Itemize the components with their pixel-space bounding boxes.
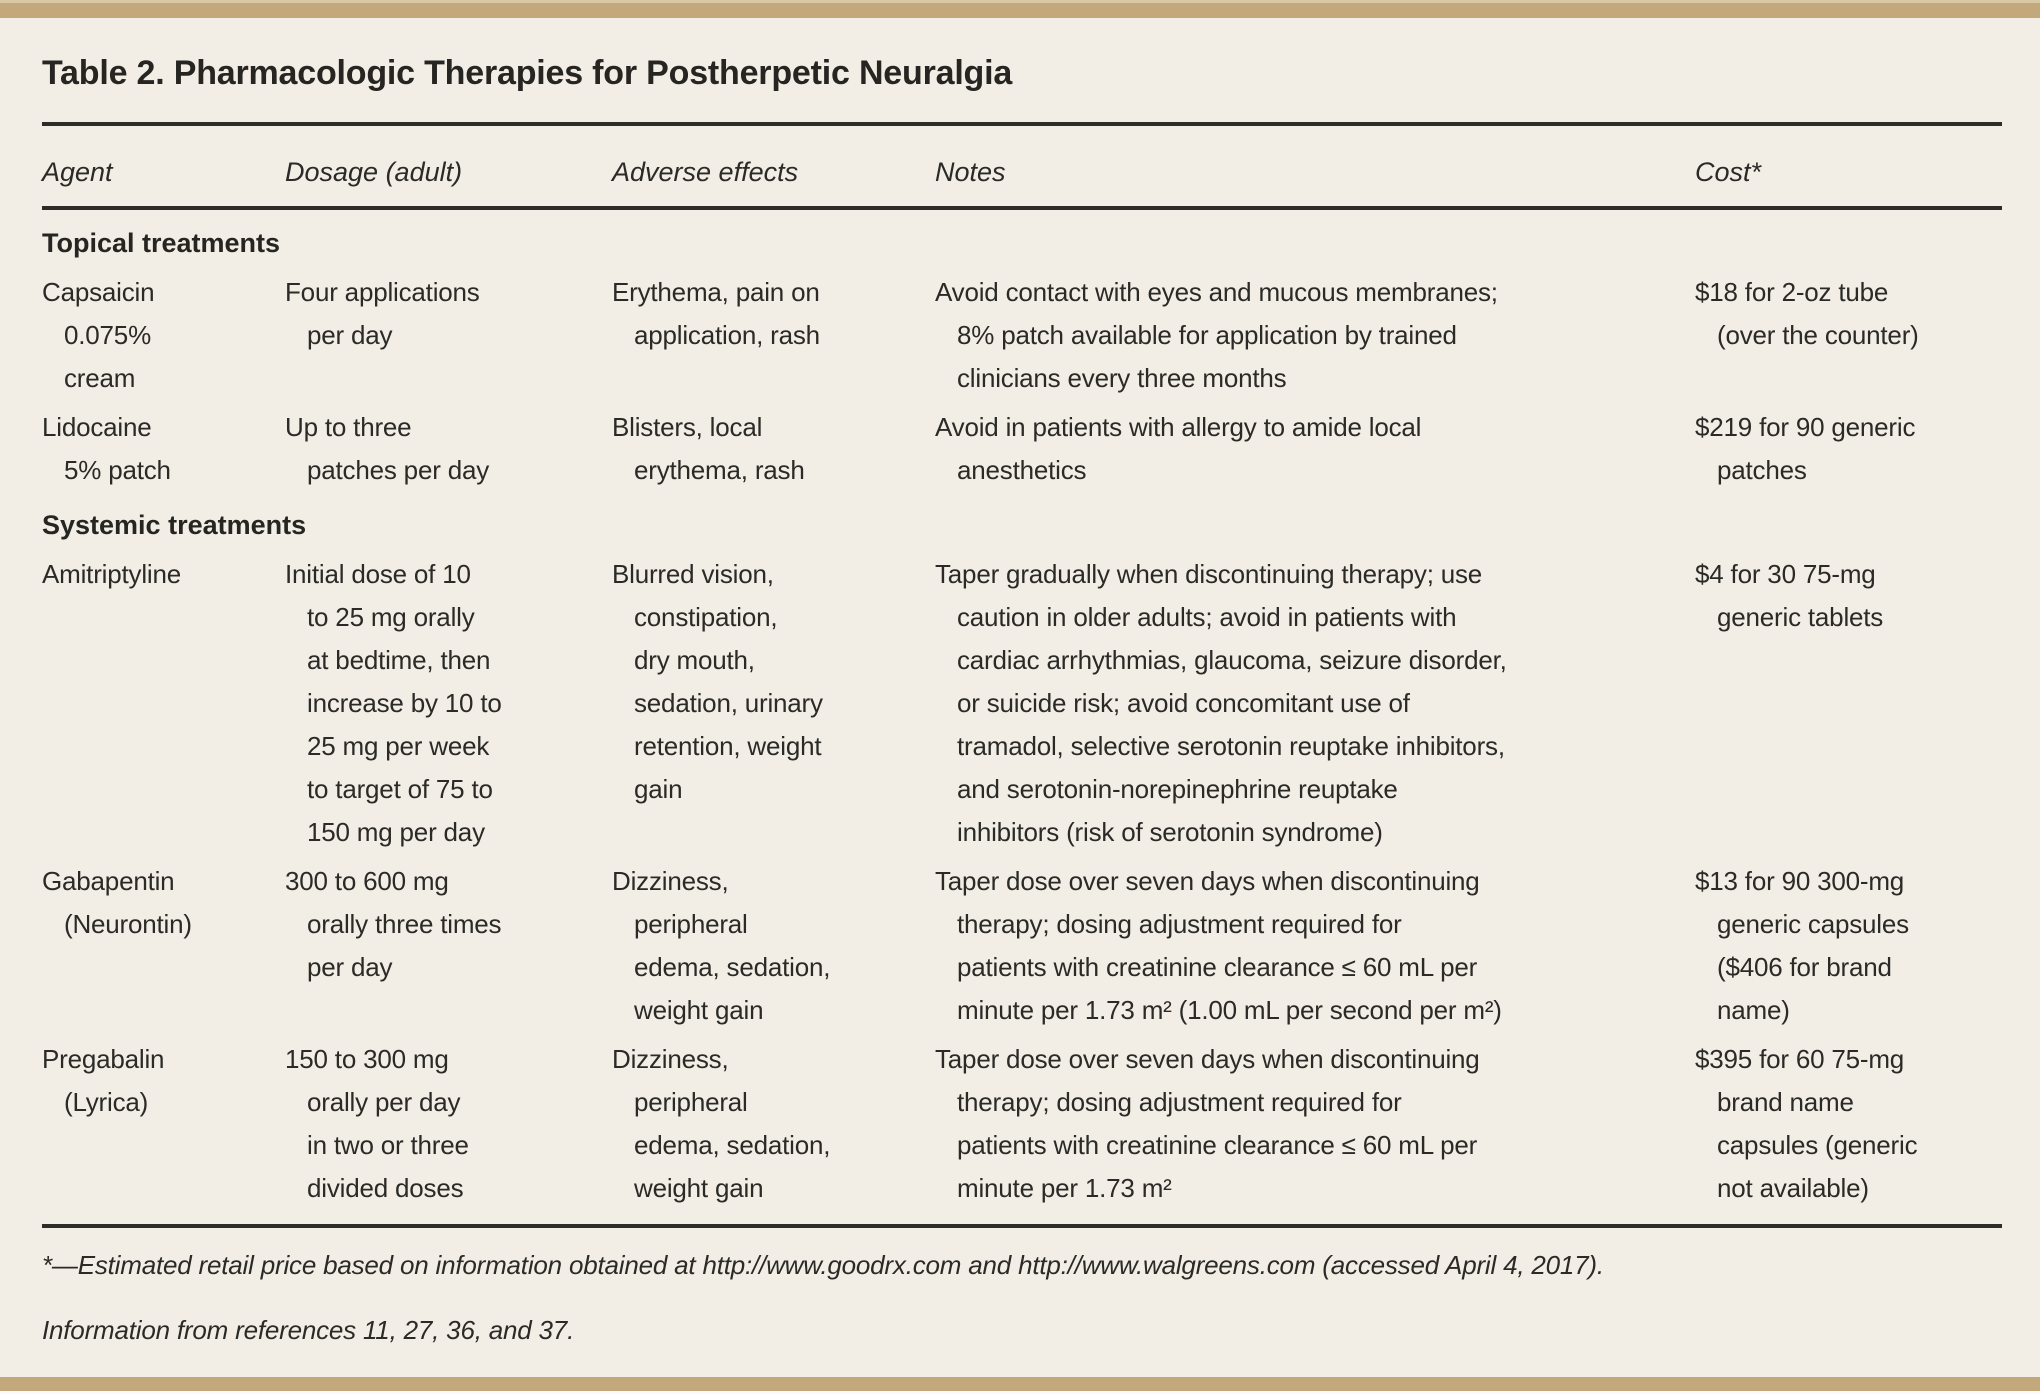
cell-line: name) <box>1717 995 1790 1025</box>
cell-line: minute per 1.73 m² <box>957 1173 1172 1203</box>
cell-line: application, rash <box>634 320 820 350</box>
cell-line: (over the counter) <box>1717 320 1919 350</box>
cell-line: Amitriptyline <box>42 559 181 589</box>
cell-adverse <box>612 1038 935 1210</box>
cell-line: in two or three <box>307 1130 469 1160</box>
cell-line: Lidocaine <box>42 412 152 442</box>
column-header: Agent <box>42 157 113 187</box>
cell-line: Avoid contact with eyes and mucous membranes; <box>935 277 1498 307</box>
cell-line: Erythema, pain on <box>612 277 820 307</box>
cell-line: Four applications <box>285 277 480 307</box>
table-header-row <box>42 126 2002 188</box>
footnotes <box>42 1228 2002 1352</box>
cell-cost <box>1695 553 2002 854</box>
cell-line: Pregabalin <box>42 1044 165 1074</box>
cell-line: generic capsules <box>1717 909 1909 939</box>
cell-adverse <box>612 860 935 1032</box>
cell-dosage <box>285 860 612 1032</box>
cell-line: sedation, urinary <box>634 688 823 718</box>
table-row <box>42 406 2002 492</box>
footnote: *—Estimated retail price based on information obtained at http://www.goodrx.com and http://www.walgreens.com (accessed April 4, 2017). <box>42 1250 1604 1280</box>
cell-cost <box>1695 1038 2002 1210</box>
cell-agent <box>42 1038 285 1210</box>
cell-cost <box>1695 406 2002 492</box>
section-label: Systemic treatments <box>42 510 307 540</box>
cell-line: edema, sedation, <box>634 952 831 982</box>
cell-line: minute per 1.73 m² (1.00 mL per second per m²) <box>957 995 1502 1025</box>
cell-line: per day <box>307 320 393 350</box>
column-header: Adverse effects <box>612 157 799 187</box>
bottom-accent-bar <box>0 1377 2040 1394</box>
cell-line: peripheral <box>634 1087 748 1117</box>
table-title: Table 2. Pharmacologic Therapies for Postherpetic Neuralgia <box>42 54 1013 92</box>
cell-line: weight gain <box>634 995 764 1025</box>
cell-line: $18 for 2-oz tube <box>1695 277 1889 307</box>
cell-line: peripheral <box>634 909 748 939</box>
cell-line: to 25 mg orally <box>307 602 475 632</box>
cell-adverse <box>612 553 935 854</box>
cell-line: anesthetics <box>957 455 1087 485</box>
cell-line: and serotonin-norepinephrine reuptake <box>957 774 1398 804</box>
cell-line: 25 mg per week <box>307 731 490 761</box>
cell-dosage <box>285 1038 612 1210</box>
cell-line: 8% patch available for application by trained <box>957 320 1457 350</box>
cell-line: tramadol, selective serotonin reuptake inhibitors, <box>957 731 1505 761</box>
cell-line: cream <box>64 363 136 393</box>
column-header: Notes <box>935 157 1006 187</box>
cell-line: gain <box>634 774 683 804</box>
cell-line: $395 for 60 75-mg <box>1695 1044 1905 1074</box>
cell-notes <box>935 271 1695 400</box>
cell-line: per day <box>307 952 393 982</box>
cell-cost <box>1695 271 2002 400</box>
cell-line: Capsaicin <box>42 277 155 307</box>
footnote: Information from references 11, 27, 36, and 37. <box>42 1315 575 1345</box>
cell-line: dry mouth, <box>634 645 755 675</box>
cell-line: at bedtime, then <box>307 645 491 675</box>
cell-line: Taper gradually when discontinuing therapy; use <box>935 559 1483 589</box>
cell-agent <box>42 553 285 854</box>
rule-below-header <box>42 206 2002 210</box>
cell-notes <box>935 406 1695 492</box>
cell-agent <box>42 406 285 492</box>
cell-dosage <box>285 406 612 492</box>
cell-line: Dizziness, <box>612 866 729 896</box>
cell-line: 0.075% <box>64 320 151 350</box>
cell-line: increase by 10 to <box>307 688 502 718</box>
cell-line: Gabapentin <box>42 866 175 896</box>
cell-line: inhibitors (risk of serotonin syndrome) <box>957 817 1383 847</box>
cell-line: 150 to 300 mg <box>285 1044 449 1074</box>
cell-line: orally three times <box>307 909 502 939</box>
cell-notes <box>935 860 1695 1032</box>
cell-line: 150 mg per day <box>307 817 485 847</box>
cell-line: patients with creatinine clearance ≤ 60 mL per <box>957 952 1478 982</box>
cell-line: brand name <box>1717 1087 1854 1117</box>
cell-line: Up to three <box>285 412 412 442</box>
table-row <box>42 860 2002 1032</box>
cell-line: patches per day <box>307 455 490 485</box>
cell-line: or suicide risk; avoid concomitant use of <box>957 688 1410 718</box>
table-row <box>42 1038 2002 1210</box>
cell-line: patches <box>1717 455 1807 485</box>
column-header: Dosage (adult) <box>285 157 463 187</box>
cell-line: (Lyrica) <box>64 1087 149 1117</box>
cell-line: $13 for 90 300-mg <box>1695 866 1905 896</box>
cell-line: divided doses <box>307 1173 464 1203</box>
cell-line: $4 for 30 75-mg <box>1695 559 1876 589</box>
cell-line: Taper dose over seven days when discontinuing <box>935 866 1480 896</box>
cell-line: $219 for 90 generic <box>1695 412 1916 442</box>
column-header: Cost* <box>1695 157 1762 187</box>
cell-line: Initial dose of 10 <box>285 559 471 589</box>
cell-line: caution in older adults; avoid in patients with <box>957 602 1457 632</box>
cell-line: constipation, <box>634 602 778 632</box>
cell-line: capsules (generic <box>1717 1130 1918 1160</box>
cell-notes <box>935 553 1695 854</box>
cell-line: Blisters, local <box>612 412 763 442</box>
cell-adverse <box>612 406 935 492</box>
cell-line: 300 to 600 mg <box>285 866 449 896</box>
cell-dosage <box>285 553 612 854</box>
cell-line: Dizziness, <box>612 1044 729 1074</box>
section-label: Topical treatments <box>42 228 281 258</box>
cell-line: not available) <box>1717 1173 1869 1203</box>
cell-line: retention, weight <box>634 731 822 761</box>
cell-line: (Neurontin) <box>64 909 192 939</box>
cell-line: cardiac arrhythmias, glaucoma, seizure disorder, <box>957 645 1507 675</box>
cell-line: Avoid in patients with allergy to amide local <box>935 412 1422 442</box>
top-accent-bar <box>0 0 2040 18</box>
cell-cost <box>1695 860 2002 1032</box>
cell-line: edema, sedation, <box>634 1130 831 1160</box>
cell-agent <box>42 271 285 400</box>
cell-adverse <box>612 271 935 400</box>
cell-line: clinicians every three months <box>957 363 1287 393</box>
cell-line: patients with creatinine clearance ≤ 60 mL per <box>957 1130 1478 1160</box>
cell-line: ($406 for brand <box>1717 952 1892 982</box>
cell-line: to target of 75 to <box>307 774 493 804</box>
cell-line: weight gain <box>634 1173 764 1203</box>
cell-notes <box>935 1038 1695 1210</box>
table-row <box>42 553 2002 854</box>
cell-line: therapy; dosing adjustment required for <box>957 1087 1402 1117</box>
cell-line: orally per day <box>307 1087 461 1117</box>
cell-agent <box>42 860 285 1032</box>
cell-line: generic tablets <box>1717 602 1884 632</box>
cell-line: therapy; dosing adjustment required for <box>957 909 1402 939</box>
cell-dosage <box>285 271 612 400</box>
cell-line: Taper dose over seven days when discontinuing <box>935 1044 1480 1074</box>
cell-line: Blurred vision, <box>612 559 774 589</box>
cell-line: 5% patch <box>64 455 171 485</box>
table-body <box>42 222 2002 1210</box>
table-row <box>42 271 2002 400</box>
cell-line: erythema, rash <box>634 455 805 485</box>
